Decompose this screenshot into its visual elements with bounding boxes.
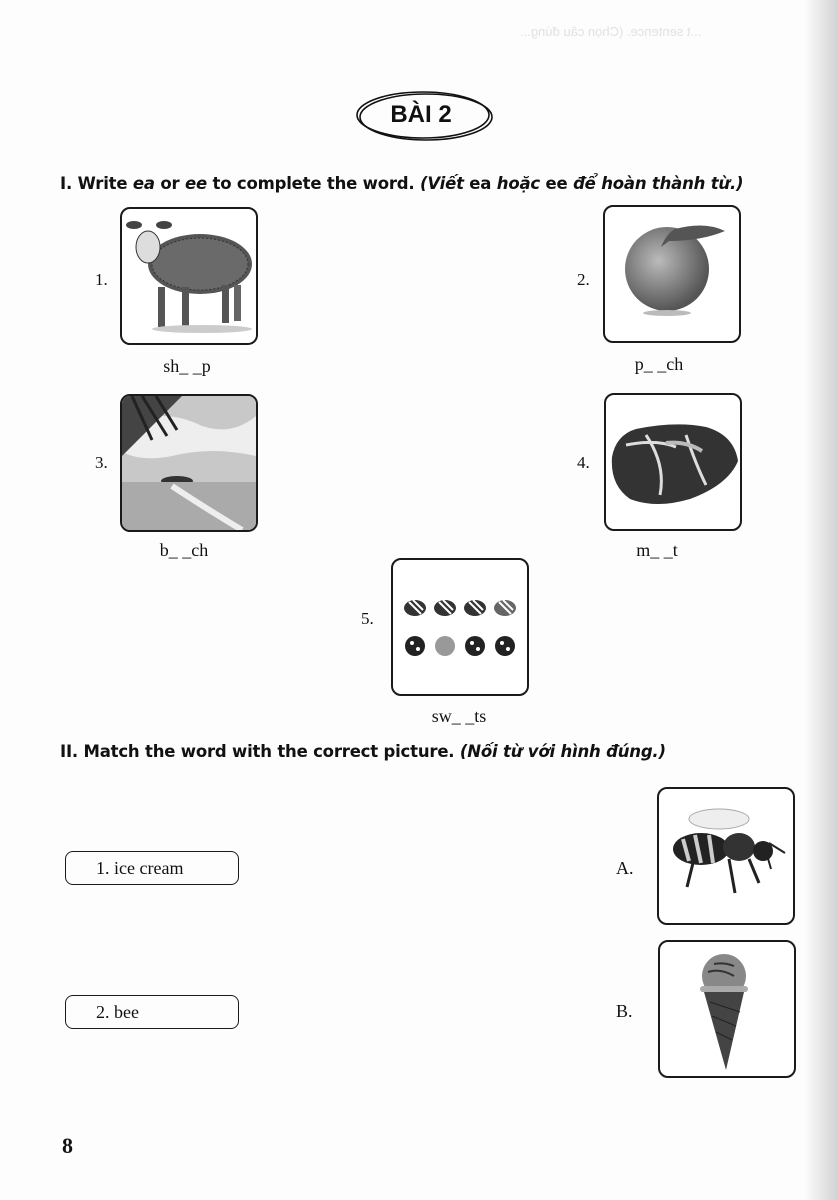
fill-in-word[interactable]: b_ _ch (159, 540, 209, 560)
instruction-vi-text: hoặc (496, 174, 540, 193)
fill-in-word[interactable]: m_ _t (636, 540, 678, 560)
meat-icon (606, 395, 740, 529)
sheep-picture (120, 207, 258, 345)
beach-picture (120, 394, 258, 532)
instruction-vi-text: để hoàn thành từ.) (573, 174, 744, 193)
lesson-title: BÀI 2 (390, 101, 452, 128)
lesson-title-badge (355, 90, 495, 142)
page-number: 8 (62, 1133, 73, 1158)
match-word-bee[interactable] (65, 995, 239, 1029)
instruction-vi-text: (Viết (420, 174, 464, 193)
instruction-text: ea (132, 174, 155, 193)
item-number: 1. (95, 270, 108, 289)
section-2-number: II. (60, 742, 78, 761)
sweets-icon (393, 560, 527, 694)
instruction-vi-text: ee (539, 174, 574, 193)
peach-icon (605, 207, 739, 341)
instruction-vi-text: ea (463, 174, 497, 193)
fill-in-word[interactable]: sh_ _p (163, 356, 211, 376)
item-number: 2. (577, 270, 590, 289)
sheep-icon (122, 209, 256, 343)
instruction-text: to complete the word. (206, 174, 420, 193)
bee-picture[interactable] (657, 787, 795, 925)
instruction-vi-text: (Nối từ với hình đúng.) (459, 742, 666, 761)
page-edge-shadow (804, 0, 838, 1200)
bee-icon (659, 789, 793, 923)
bleed-through-text: ...t sentence. (Chọn câu đúng... (520, 24, 702, 39)
item-number: 3. (95, 453, 108, 472)
picture-letter: A. (616, 858, 634, 878)
meat-picture (604, 393, 742, 531)
match-word-ice-cream[interactable] (65, 851, 239, 885)
instruction-text: Match the word with the correct picture. (83, 742, 455, 761)
instruction-text: Write (77, 174, 133, 193)
sweets-picture (391, 558, 529, 696)
section-1-number: I. (60, 174, 73, 193)
instruction-text: or (154, 174, 185, 193)
peach-picture (603, 205, 741, 343)
beach-icon (122, 396, 256, 530)
match-word-label: 2. bee (96, 1001, 139, 1022)
instruction-text: ee (185, 174, 207, 193)
item-number: 4. (577, 453, 590, 472)
section-1-heading (60, 174, 743, 193)
item-number: 5. (361, 609, 374, 628)
match-word-label: 1. ice cream (96, 857, 184, 878)
fill-in-word[interactable]: p_ _ch (634, 354, 684, 374)
fill-in-word[interactable]: sw_ _ts (431, 706, 487, 726)
ice-cream-picture[interactable] (658, 940, 796, 1078)
ice-cream-icon (660, 942, 794, 1076)
section-2-heading (60, 742, 666, 761)
picture-letter: B. (616, 1001, 633, 1021)
